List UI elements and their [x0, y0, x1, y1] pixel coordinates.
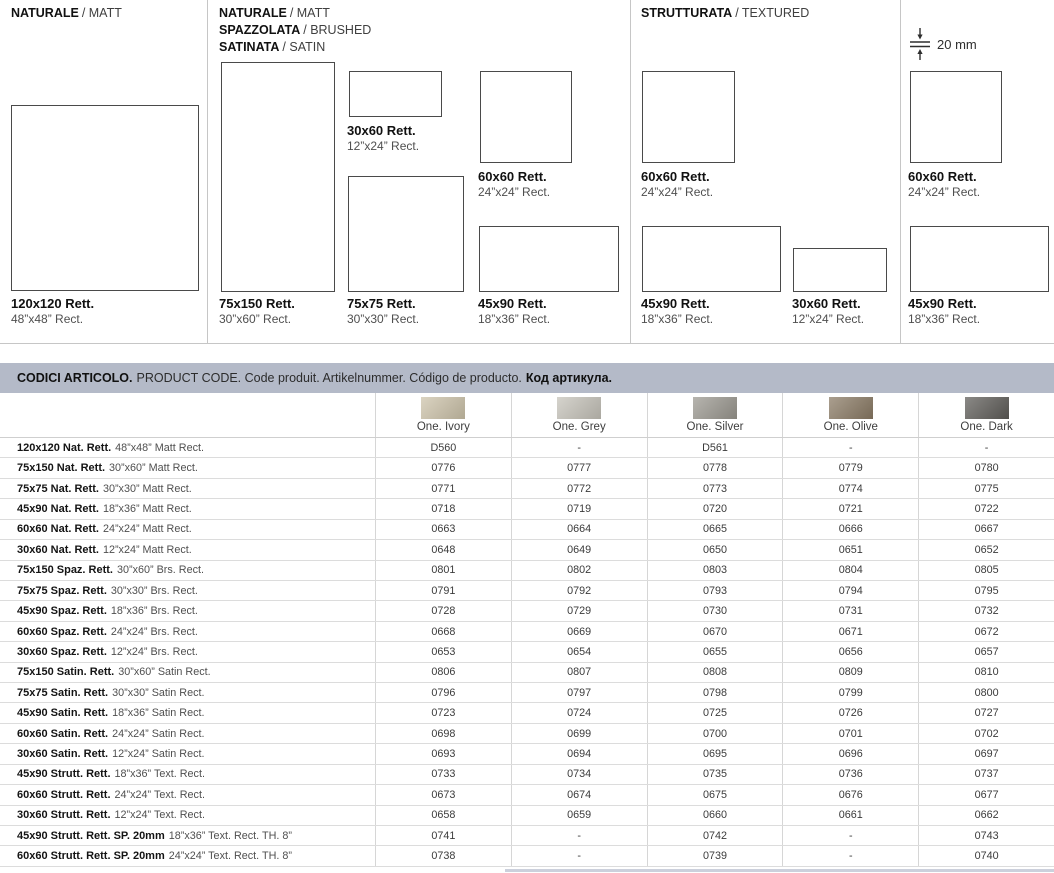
product-code-cell: 0701: [782, 724, 918, 743]
product-code-cell: 0730: [647, 601, 783, 620]
product-code-cell: -: [511, 438, 647, 457]
band-translations: PRODUCT CODE. Code produit. Artikelnummer. Código de producto.: [136, 371, 522, 385]
product-code-cell: 0807: [511, 663, 647, 682]
tile-diagram-60x60-strutturata: [642, 71, 735, 163]
product-code-cell: 0667: [918, 520, 1054, 539]
product-code-cell: -: [511, 826, 647, 845]
product-code-cell: 0741: [375, 826, 511, 845]
tile-label: 45x90 Rett. 18”x36” Rect.: [641, 296, 714, 326]
product-code-cell: 0771: [375, 479, 511, 498]
tile-label: 75x75 Rett. 30”x30” Rect.: [347, 296, 420, 326]
finish-translation: / MATT: [81, 6, 122, 20]
product-code-cell: 0732: [918, 601, 1054, 620]
tile-label: 120x120 Rett. 48”x48” Rect.: [11, 296, 95, 326]
product-code-cell: 0725: [647, 703, 783, 722]
thickness-legend: [908, 28, 977, 60]
table-row: [0, 479, 1054, 499]
row-label: 60x60 Nat. Rett. 24”x24” Matt Rect.: [17, 523, 192, 536]
product-code-cell: 0810: [918, 663, 1054, 682]
product-code-cell: 0666: [782, 520, 918, 539]
table-row: [0, 826, 1054, 846]
row-label: 30x60 Spaz. Rett. 12”x24” Brs. Rect.: [17, 645, 198, 658]
tile-diagram-45x90-20mm: [910, 226, 1049, 292]
tile-diagram-75x150: [221, 62, 335, 292]
product-code-cell: 0650: [647, 540, 783, 559]
product-code-cell: 0669: [511, 622, 647, 641]
tile-diagram-45x90-strutturata: [642, 226, 781, 292]
tile-label: 60x60 Rett. 24”x24” Rect.: [908, 169, 981, 199]
row-label: 75x75 Satin. Rett. 30”x30” Satin Rect.: [17, 686, 205, 699]
finish-name: SATINATA: [219, 40, 280, 54]
product-code-cell: 0728: [375, 601, 511, 620]
product-code-cell: 0729: [511, 601, 647, 620]
color-column-header: [782, 393, 918, 437]
row-label: 45x90 Strutt. Rett. 18”x36” Text. Rect.: [17, 768, 205, 781]
finish-name: STRUTTURATA: [641, 6, 733, 20]
product-code-cell: 0799: [782, 683, 918, 702]
row-label: 45x90 Nat. Rett. 18”x36” Matt Rect.: [17, 502, 192, 515]
finish-name: SPAZZOLATA: [219, 23, 301, 37]
tile-diagram-30x60-strutturata: [793, 248, 887, 292]
product-code-cell: 0805: [918, 561, 1054, 580]
row-label: 75x150 Satin. Rett. 30”x60” Satin Rect.: [17, 666, 211, 679]
product-code-cell: 0697: [918, 744, 1054, 763]
product-code-cell: 0651: [782, 540, 918, 559]
row-label: 60x60 Satin. Rett. 24”x24” Satin Rect.: [17, 727, 205, 740]
formats-section: [0, 0, 1054, 344]
tile-diagram-60x60-20mm: [910, 71, 1002, 163]
table-row: [0, 703, 1054, 723]
product-code-cell: 0657: [918, 642, 1054, 661]
product-code-cell: 0661: [782, 806, 918, 825]
product-code-cell: 0672: [918, 622, 1054, 641]
product-code-cell: 0740: [918, 846, 1054, 865]
color-name: One. Ivory: [416, 421, 470, 433]
table-row: [0, 622, 1054, 642]
product-code-cell: 0773: [647, 479, 783, 498]
color-swatch: [421, 397, 465, 419]
product-code-cell: 0718: [375, 499, 511, 518]
table-row: [0, 438, 1054, 458]
product-code-cell: 0739: [647, 846, 783, 865]
product-code-cell: 0792: [511, 581, 647, 600]
product-code-cell: 0655: [647, 642, 783, 661]
product-code-cell: 0794: [782, 581, 918, 600]
page-bottom-rule: [505, 869, 1054, 872]
tile-label: 45x90 Rett. 18”x36” Rect.: [478, 296, 551, 326]
row-label: 45x90 Satin. Rett. 18”x36” Satin Rect.: [17, 707, 205, 720]
color-header-spacer: [0, 393, 375, 437]
color-header-row: [0, 393, 1054, 438]
product-code-cell: 0702: [918, 724, 1054, 743]
product-code-cell: 0743: [918, 826, 1054, 845]
product-code-cell: 0663: [375, 520, 511, 539]
product-code-cell: 0776: [375, 458, 511, 477]
product-code-cell: 0649: [511, 540, 647, 559]
table-row: [0, 561, 1054, 581]
row-label: 45x90 Strutt. Rett. SP. 20mm 18”x36” Text. Rect. TH. 8”: [17, 829, 292, 842]
table-row: [0, 744, 1054, 764]
finish-name: NATURALE: [219, 6, 287, 20]
table-row: [0, 806, 1054, 826]
product-code-cell: 0731: [782, 601, 918, 620]
product-code-cell: 0660: [647, 806, 783, 825]
tile-diagram-30x60: [349, 71, 442, 117]
product-code-cell: D561: [647, 438, 783, 457]
product-code-cell: 0775: [918, 479, 1054, 498]
table-row: [0, 642, 1054, 662]
product-code-cell: 0720: [647, 499, 783, 518]
tile-label: 45x90 Rett. 18”x36” Rect.: [908, 296, 981, 326]
code-rows: [0, 438, 1054, 867]
color-name: One. Olive: [823, 421, 878, 433]
formats-bottom-divider: [0, 343, 1054, 344]
tile-diagram-45x90: [479, 226, 619, 292]
product-code-cell: 0674: [511, 785, 647, 804]
product-code-cell: 0780: [918, 458, 1054, 477]
product-code-cell: 0736: [782, 765, 918, 784]
product-code-cell: 0668: [375, 622, 511, 641]
color-swatch: [557, 397, 601, 419]
product-code-cell: 0662: [918, 806, 1054, 825]
tile-diagram-120x120: [11, 105, 199, 291]
product-code-cell: 0664: [511, 520, 647, 539]
section-divider: [207, 0, 208, 343]
product-code-cell: 0671: [782, 622, 918, 641]
table-row: [0, 683, 1054, 703]
product-code-cell: 0694: [511, 744, 647, 763]
product-code-cell: 0722: [918, 499, 1054, 518]
section-header-strutturata: [641, 5, 809, 22]
table-row: [0, 581, 1054, 601]
product-code-cell: 0806: [375, 663, 511, 682]
product-code-cell: 0778: [647, 458, 783, 477]
row-label: 75x150 Spaz. Rett. 30”x60” Brs. Rect.: [17, 564, 205, 577]
product-code-cell: 0721: [782, 499, 918, 518]
row-label: 30x60 Nat. Rett. 12”x24” Matt Rect.: [17, 543, 192, 556]
product-code-cell: 0654: [511, 642, 647, 661]
row-label: 30x60 Satin. Rett. 12”x24” Satin Rect.: [17, 748, 205, 761]
row-label: 75x75 Spaz. Rett. 30”x30” Brs. Rect.: [17, 584, 198, 597]
section-header-naturale: [11, 5, 122, 22]
product-code-cell: 0777: [511, 458, 647, 477]
product-code-cell: 0809: [782, 663, 918, 682]
row-label: 60x60 Spaz. Rett. 24”x24” Brs. Rect.: [17, 625, 198, 638]
tile-label: 60x60 Rett. 24”x24” Rect.: [478, 169, 551, 199]
product-code-cell: 0723: [375, 703, 511, 722]
color-name: One. Dark: [960, 421, 1013, 433]
color-swatch: [829, 397, 873, 419]
product-code-cell: 0677: [918, 785, 1054, 804]
product-code-cell: 0727: [918, 703, 1054, 722]
product-code-cell: 0804: [782, 561, 918, 580]
finish-translation: / MATT: [289, 6, 330, 20]
product-code-cell: 0803: [647, 561, 783, 580]
row-label: 60x60 Strutt. Rett. SP. 20mm 24”x24” Text. Rect. TH. 8”: [17, 850, 292, 863]
table-row: [0, 785, 1054, 805]
product-code-cell: 0724: [511, 703, 647, 722]
table-row: [0, 724, 1054, 744]
row-label: 120x120 Nat. Rett. 48”x48” Matt Rect.: [17, 441, 204, 454]
product-code-cell: 0772: [511, 479, 647, 498]
product-code-cell: 0796: [375, 683, 511, 702]
product-code-cell: 0653: [375, 642, 511, 661]
thickness-arrows-icon: [908, 28, 932, 60]
color-column-header: [647, 393, 783, 437]
product-code-cell: 0676: [782, 785, 918, 804]
product-code-cell: D560: [375, 438, 511, 457]
product-code-cell: 0737: [918, 765, 1054, 784]
finish-translation: / SATIN: [282, 40, 326, 54]
product-code-cell: 0670: [647, 622, 783, 641]
table-row: [0, 458, 1054, 478]
product-code-cell: 0675: [647, 785, 783, 804]
tile-diagram-75x75: [348, 176, 464, 292]
color-swatch: [693, 397, 737, 419]
product-code-band: [0, 363, 1054, 393]
product-code-cell: -: [782, 826, 918, 845]
product-code-cell: 0793: [647, 581, 783, 600]
product-code-cell: 0726: [782, 703, 918, 722]
product-code-cell: 0800: [918, 683, 1054, 702]
table-row: [0, 540, 1054, 560]
product-code-cell: 0698: [375, 724, 511, 743]
product-code-cell: 0735: [647, 765, 783, 784]
product-code-cell: 0797: [511, 683, 647, 702]
tile-diagram-60x60: [480, 71, 572, 163]
color-name: One. Grey: [552, 421, 606, 433]
product-code-cell: -: [511, 846, 647, 865]
band-title: CODICI ARTICOLO.: [17, 371, 133, 385]
product-code-cell: -: [782, 846, 918, 865]
row-label: 60x60 Strutt. Rett. 24”x24” Text. Rect.: [17, 788, 205, 801]
tile-label: 30x60 Rett. 12”x24” Rect.: [792, 296, 865, 326]
table-row: [0, 520, 1054, 540]
product-code-cell: -: [918, 438, 1054, 457]
color-swatch: [965, 397, 1009, 419]
product-code-cell: 0801: [375, 561, 511, 580]
section-header-nat-spaz-satin: [219, 5, 371, 56]
product-code-cell: 0738: [375, 846, 511, 865]
table-row: [0, 663, 1054, 683]
product-code-cell: 0648: [375, 540, 511, 559]
color-column-header: [375, 393, 511, 437]
product-code-cell: 0696: [782, 744, 918, 763]
row-label: 45x90 Spaz. Rett. 18”x36” Brs. Rect.: [17, 605, 198, 618]
thickness-value: 20 mm: [937, 36, 977, 52]
section-divider: [630, 0, 631, 343]
product-code-cell: 0774: [782, 479, 918, 498]
product-code-cell: 0808: [647, 663, 783, 682]
color-column-header: [511, 393, 647, 437]
product-code-cell: 0656: [782, 642, 918, 661]
product-code-cell: 0719: [511, 499, 647, 518]
color-name: One. Silver: [686, 421, 744, 433]
tile-label: 30x60 Rett. 12”x24” Rect.: [347, 123, 420, 153]
product-code-cell: 0665: [647, 520, 783, 539]
product-code-cell: 0779: [782, 458, 918, 477]
product-code-cell: 0695: [647, 744, 783, 763]
product-code-cell: 0734: [511, 765, 647, 784]
product-code-cell: 0652: [918, 540, 1054, 559]
tile-label: 60x60 Rett. 24”x24” Rect.: [641, 169, 714, 199]
row-label: 75x150 Nat. Rett. 30”x60” Matt Rect.: [17, 462, 198, 475]
table-row: [0, 601, 1054, 621]
color-column-header: [918, 393, 1054, 437]
product-code-cell: 0742: [647, 826, 783, 845]
product-code-cell: -: [782, 438, 918, 457]
product-code-cell: 0693: [375, 744, 511, 763]
product-code-cell: 0658: [375, 806, 511, 825]
finish-translation: / BRUSHED: [303, 23, 372, 37]
product-code-cell: 0733: [375, 765, 511, 784]
row-label: 75x75 Nat. Rett. 30”x30” Matt Rect.: [17, 482, 192, 495]
section-divider: [900, 0, 901, 343]
product-code-cell: 0699: [511, 724, 647, 743]
product-code-cell: 0673: [375, 785, 511, 804]
finish-translation: / TEXTURED: [735, 6, 810, 20]
product-code-table: [0, 393, 1054, 867]
row-label: 30x60 Strutt. Rett. 12”x24” Text. Rect.: [17, 809, 205, 822]
band-title-cyrillic: Код артикула.: [525, 371, 613, 385]
product-code-cell: 0798: [647, 683, 783, 702]
finish-name: NATURALE: [11, 6, 79, 20]
tile-label: 75x150 Rett. 30”x60” Rect.: [219, 296, 295, 326]
table-row: [0, 765, 1054, 785]
product-code-cell: 0791: [375, 581, 511, 600]
product-code-cell: 0802: [511, 561, 647, 580]
product-code-cell: 0659: [511, 806, 647, 825]
table-row: [0, 499, 1054, 519]
product-code-cell: 0700: [647, 724, 783, 743]
table-row: [0, 846, 1054, 866]
product-code-cell: 0795: [918, 581, 1054, 600]
